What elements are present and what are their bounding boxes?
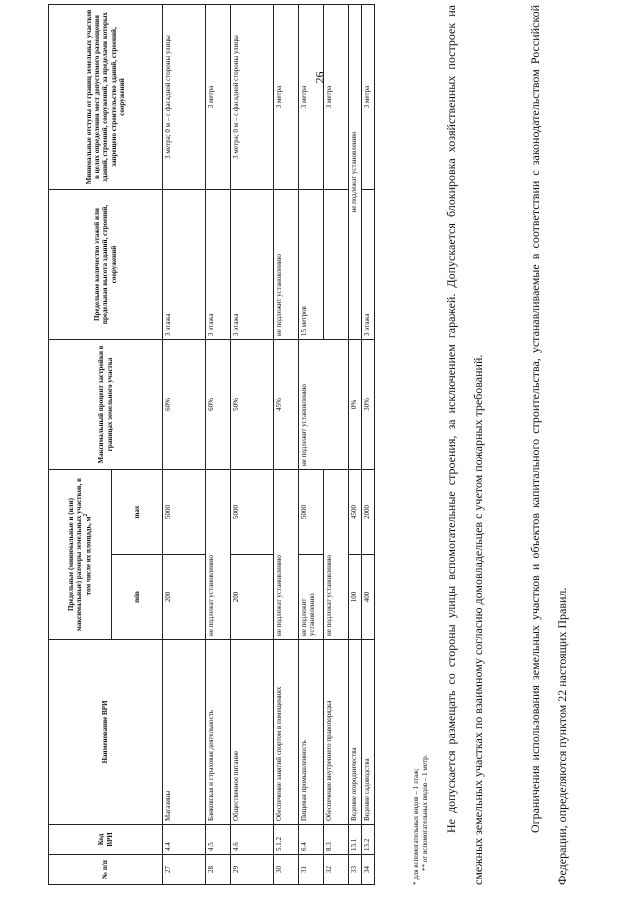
cell-name: Обеспечение внутреннего правопорядка (324, 640, 349, 825)
cell-max: 5000 (299, 469, 324, 554)
header-num: № п/п (49, 855, 163, 885)
cell-setbacks: 3 метра (324, 4, 349, 189)
cell-build-percent: 45% (274, 339, 299, 469)
cell-min: 200 (231, 555, 274, 640)
cell-num: 33 (349, 855, 362, 885)
cell-code: 4.6 (231, 825, 274, 855)
cell-name: Обеспечение занятий спортом в помещениях (274, 640, 299, 825)
table-row (163, 4, 206, 884)
header-floors: Предельное количество этажей или предельная высота зданий, строений, сооружений (49, 189, 163, 339)
cell-max: 5000 (163, 469, 206, 554)
cell-min: 100 (349, 555, 362, 640)
cell-name: Банковская и страховая деятельность (206, 640, 231, 825)
cell-name: Общественное питание (231, 640, 274, 825)
rotated-page-content (8, 5, 608, 885)
header-build-percent: Максимальный процент застройки в границах земельного участка (49, 339, 163, 469)
cell-setbacks: 3 метра (299, 4, 324, 189)
cell-build-percent: 0% (349, 339, 362, 469)
cell-num: 28 (206, 855, 231, 885)
cell-name: Ведение огородничества (349, 640, 362, 825)
cell-code: 6.4 (299, 825, 324, 855)
cell-num: 31 (299, 855, 324, 885)
cell-floors-setbacks-merged: не подлежат установлению (349, 4, 362, 339)
cell-code: 8.3 (324, 825, 349, 855)
footnote-auxiliary-setback: ** от вспомогательных видов – 1 метр. (421, 754, 429, 871)
header-code: Код ВРИ (49, 825, 163, 855)
cell-plot-size-merged: не подлежат установлению (206, 469, 231, 639)
cell-max: 4500 (349, 469, 362, 554)
header-max: max (112, 469, 163, 554)
cell-setbacks: 3 метра (274, 4, 299, 189)
cell-floors: 3 этажа (206, 189, 231, 339)
cell-max: 5000 (231, 469, 274, 554)
cell-floors: 3 этажа (231, 189, 274, 339)
cell-floors: 3 этажа (362, 189, 375, 339)
header-plot-size-text: Предельные (минимальные и (или) максимальные) размеры земельных участков, в том числе их площадь, м (67, 478, 93, 631)
table-header-row (49, 4, 112, 884)
cell-build-percent-merged: не подлежит установлению (299, 339, 349, 469)
cell-name: Ведение садоводства (362, 640, 375, 825)
table-row (206, 4, 231, 884)
table-row (231, 4, 274, 884)
cell-num: 34 (362, 855, 375, 885)
cell-code: 13.2 (362, 825, 375, 855)
cell-min: 400 (362, 555, 375, 640)
cell-plot-size-merged: не подлежат установлению (274, 469, 299, 639)
cell-name: Пищевая промышленность (299, 640, 324, 825)
cell-setbacks: 3 метра (362, 4, 375, 189)
cell-build-percent: 60% (163, 339, 206, 469)
cell-code: 13.1 (349, 825, 362, 855)
page-number: 26 (312, 71, 327, 84)
cell-floors: не подлежит установлению (274, 189, 299, 339)
table-row (349, 4, 362, 884)
header-plot-size-sup: 2 (83, 513, 90, 517)
table-row (274, 4, 299, 884)
cell-floors: 15 метров (299, 189, 324, 339)
cell-floors: 3 этажа (163, 189, 206, 339)
cell-num: 32 (324, 855, 349, 885)
cell-num: 29 (231, 855, 274, 885)
header-setbacks: Минимальные отступы от границ земельных участков в целях определения мест допустимого размещения зданий, строений, сооружений, за пределами которых запрещено строительство зданий, строений, сооружений (49, 4, 163, 189)
cell-setbacks: 3 метра (206, 4, 231, 189)
zoning-regulations-table (48, 4, 375, 885)
cell-build-percent: 50% (231, 339, 274, 469)
cell-setbacks: 3 метра; 0 м – с фасадной стороны улицы (163, 4, 206, 189)
cell-build-percent: 30% (362, 339, 375, 469)
paragraph-auxiliary-buildings: Не допускается размещать со стороны улицы вспомогательные строения, за исключением гаражей. Допускается блокировка хозяйственных построек на смежных земельных участках по взаимному согласию домовладельцев с учетом пожарных требований. (444, 5, 485, 885)
cell-build-percent: 60% (206, 339, 231, 469)
cell-name: Магазины (163, 640, 206, 825)
cell-num: 27 (163, 855, 206, 885)
cell-min: 200 (163, 555, 206, 640)
cell-code: 4.5 (206, 825, 231, 855)
footnote-auxiliary-floors: * для вспомогательных видов – 1 этаж; (412, 768, 420, 885)
cell-max: 2000 (362, 469, 375, 554)
header-name: Наименование ВРИ (49, 640, 163, 825)
cell-floors (324, 189, 349, 339)
cell-code: 5.1.2 (274, 825, 299, 855)
header-min: min (112, 555, 163, 640)
cell-setbacks: 3 метра; 0 м – с фасадной стороны улицы (231, 4, 274, 189)
paragraph-restrictions: Ограничения использования земельных участков и объектов капитального строительства, устанавливаемые в соответствии с законодательством Российской Федерации, определяются пунктом 22 настоящих Правил. (528, 5, 569, 885)
cell-num: 30 (274, 855, 299, 885)
cell-min: не подлежит установлению (299, 555, 324, 640)
cell-plot-size-merged: не подлежат установлению (324, 469, 349, 639)
table-row (362, 4, 375, 884)
cell-code: 4.4 (163, 825, 206, 855)
table-row (299, 4, 324, 884)
header-plot-size (49, 469, 112, 639)
